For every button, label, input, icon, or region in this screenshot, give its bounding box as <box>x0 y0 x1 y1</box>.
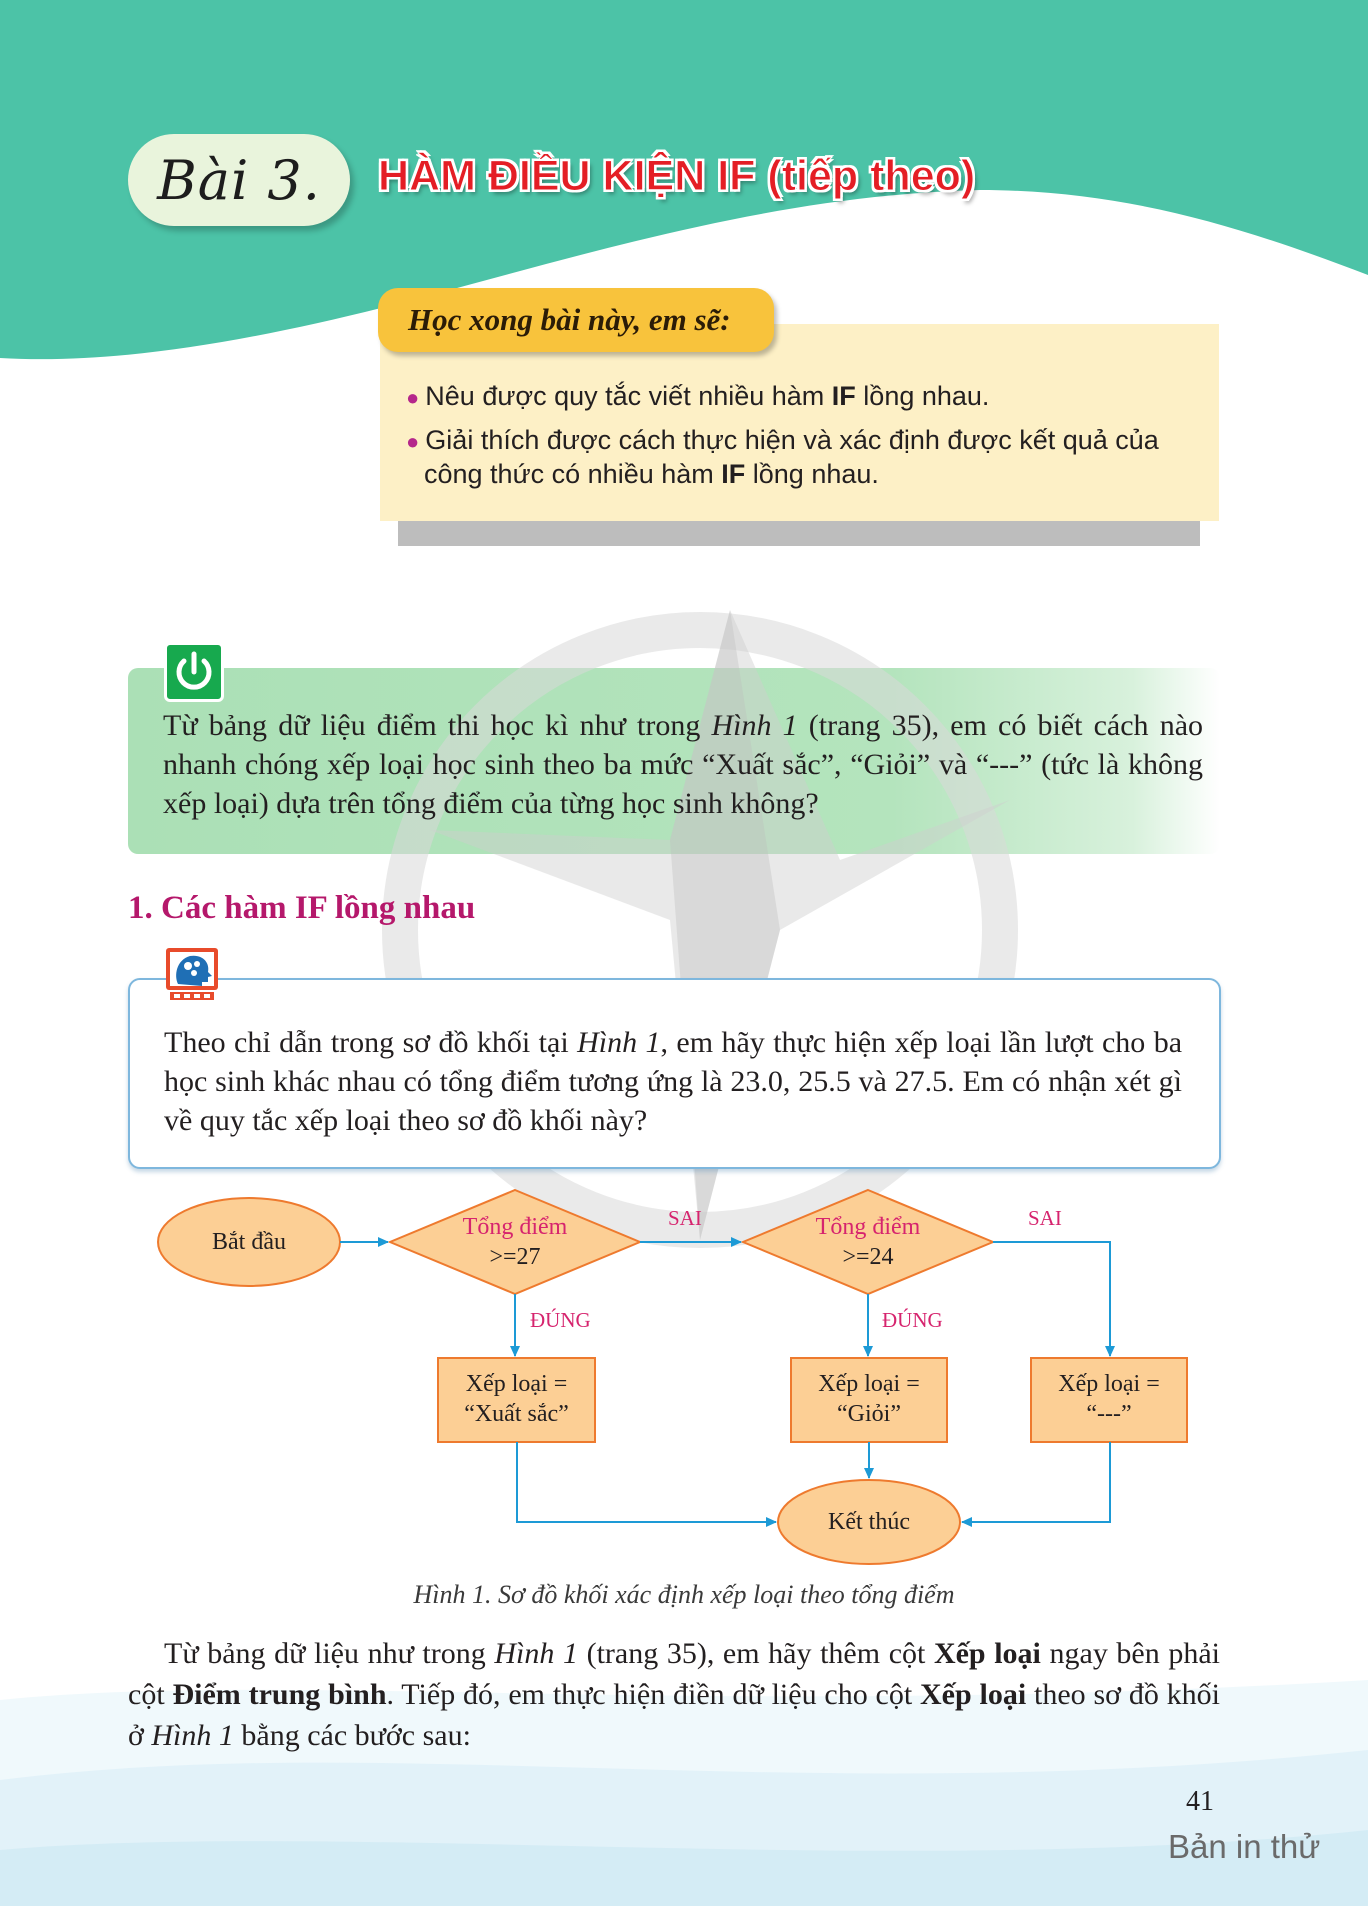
explore-activity-text: Theo chỉ dẫn trong sơ đồ khối tại Hình 1, em hãy thực hiện xếp loại lần lượt cho ba học sinh khác nhau có tổng điểm tương ứng là 23.0, 25.5 và 27.5. Em có nhận xét gì về quy tắc xếp loại theo sơ đồ khối này? <box>164 1026 1183 1137</box>
condition-2-line-2: >=24 <box>842 1244 894 1270</box>
arrow-cond2-false <box>993 1242 1110 1356</box>
body-paragraph: Từ bảng dữ liệu như trong Hình 1 (trang 35), em hãy thêm cột Xếp loại ngay bên phải cột Điểm trung bình. Tiếp đó, em thực hiện điền dữ liệu cho cột Xếp loại theo sơ đồ khối ở Hình 1 bằng các bước sau: <box>128 1637 1221 1752</box>
true-label-1: ĐÚNG <box>530 1308 591 1332</box>
objective-item: ● Nêu được quy tắc viết nhiều hàm IF lồng nhau. <box>406 381 990 411</box>
end-node-label: Kết thúc <box>828 1509 910 1535</box>
start-activity-text: Từ bảng dữ liệu điểm thi học kì như trong Hình 1 (trang 35), em có biết cách nào nhanh chóng xếp loại học sinh theo ba mức “Xuất sắc”, “Giỏi” và “---” (tức là không xếp loại) dựa trên tổng điểm của từng học sinh không? <box>163 709 1204 820</box>
flowchart <box>0 1180 1368 1580</box>
lesson-badge <box>128 134 350 226</box>
power-icon <box>164 642 224 702</box>
figure-caption: Hình 1. Sơ đồ khối xác định xếp loại theo tổng điểm <box>413 1580 955 1609</box>
arrow-box1-to-end <box>517 1442 776 1522</box>
result-1-line-1: Xếp loại = <box>465 1371 568 1397</box>
draft-note: Bản in thử <box>1168 1828 1321 1865</box>
page-number: 41 <box>1186 1786 1214 1817</box>
bullet-icon: ● <box>406 385 420 410</box>
lesson-title: HÀM ĐIỀU KIỆN IF (tiếp theo) <box>378 152 976 200</box>
true-label-2: ĐÚNG <box>882 1308 943 1332</box>
brain-gears-icon <box>164 946 224 1004</box>
objective-item: ● Giải thích được cách thực hiện và xác định được kết quả của công thức có nhiều hàm IF lồng nhau. <box>406 425 1159 489</box>
result-1-line-2: “Xuất sắc” <box>464 1401 569 1427</box>
condition-2-line-1: Tổng điểm <box>815 1214 921 1240</box>
false-label-2: SAI <box>1028 1206 1062 1230</box>
start-node-label: Bắt đầu <box>212 1229 286 1255</box>
objectives-tab <box>378 288 774 352</box>
condition-1-line-1: Tổng điểm <box>462 1214 568 1240</box>
condition-1-line-2: >=27 <box>489 1244 541 1270</box>
objectives-heading: Học xong bài này, em sẽ: <box>408 302 731 337</box>
result-2-line-2: “Giỏi” <box>837 1401 901 1427</box>
section-heading: 1. Các hàm IF lồng nhau <box>128 890 476 926</box>
objectives-shadow <box>398 520 1200 546</box>
lesson-number: Bài 3. <box>157 148 321 212</box>
arrow-box3-to-end <box>962 1442 1110 1522</box>
false-label-1: SAI <box>668 1206 702 1230</box>
result-3-line-2: “---” <box>1086 1401 1132 1427</box>
objectives-box <box>380 324 1219 521</box>
result-3-line-1: Xếp loại = <box>1058 1371 1160 1397</box>
result-2-line-1: Xếp loại = <box>818 1371 920 1397</box>
bullet-icon: ● <box>406 429 420 454</box>
